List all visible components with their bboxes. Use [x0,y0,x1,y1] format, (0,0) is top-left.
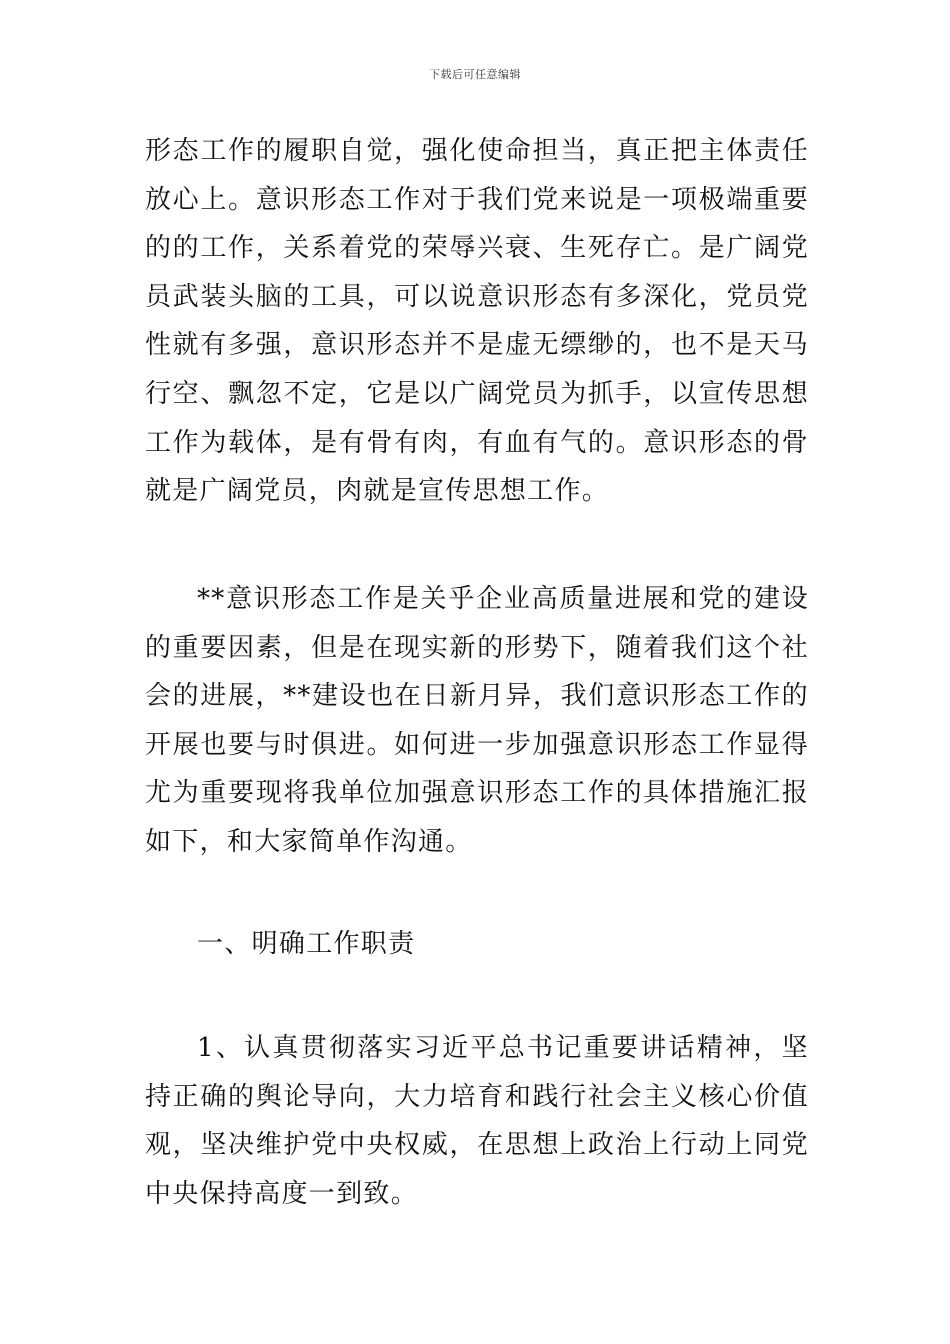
body-paragraph-2 [145,575,809,867]
paragraph-text: 1、认真贯彻落实习近平总书记重要讲话精神，坚持正确的舆论导向，大力培育和践行社会主义核心价值观，坚决维护党中央权威，在思想上政治上行动上同党中央保持高度一到致。 [145,1033,809,1209]
paragraph-text: **意识形态工作是关乎企业高质量进展和党的建设的重要因素，但是在现实新的形势下，随着我们这个社会的进展，**建设也在日新月异，我们意识形态工作的开展也要与时俱进。如何进一步加强意识形态工作显得尤为重要现将我单位加强意识形态工作的具体措施汇报如下，和大家简单作沟通。 [145,584,809,857]
paragraph-text: 形态工作的履职自觉，强化使命担当，真正把主体责任放心上。意识形态工作对于我们党来说是一项极端重要的的工作，关系着党的荣辱兴衰、生死存亡。是广阔党员武装头脑的工具，可以说意识形态有多深化，党员党性就有多强，意识形态并不是虚无缥缈的，也不是天马行空、飘忽不定，它是以广阔党员为抓手，以宣传思想工作为载体，是有骨有肉，有血有气的。意识形态的骨就是广阔党员，肉就是宣传思想工作。 [145,136,809,507]
page-header: 下载后可任意编辑 [429,68,521,81]
section-heading [145,920,809,969]
body-paragraph-3 [145,1024,809,1218]
heading-text: 一、明确工作职责 [197,929,416,959]
body-paragraph-1 [145,127,809,516]
